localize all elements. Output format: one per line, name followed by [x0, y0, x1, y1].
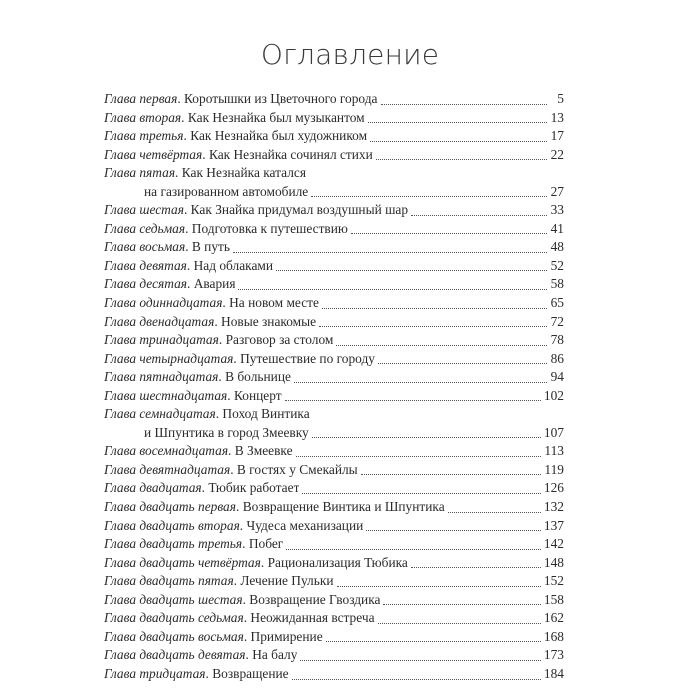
toc-entry-label	[104, 238, 230, 257]
chapter-title: Как Незнайка сочинял стихи	[208, 146, 373, 162]
chapter-title: В Змеевке	[234, 443, 293, 459]
toc-entry-label	[104, 368, 291, 387]
separator: .	[185, 220, 192, 236]
chapter-title: Как Незнайка был художником	[190, 128, 368, 144]
toc-entry-label	[104, 331, 333, 350]
toc-entry-label	[104, 387, 282, 406]
dot-leader	[286, 548, 541, 550]
page-number: 5	[557, 91, 564, 106]
toc-entry[interactable]	[104, 665, 564, 684]
dot-leader	[302, 492, 540, 494]
page-number: 86	[550, 350, 564, 366]
chapter-number: Глава первая	[104, 91, 178, 106]
separator: .	[215, 406, 223, 422]
dot-leader	[370, 140, 547, 142]
separator: .	[183, 202, 191, 218]
chapter-title: Как Знайка придумал воздушный шар	[190, 202, 409, 218]
chapter-title: Как Незнайка катался	[181, 165, 306, 181]
chapter-number: Глава четвёртая	[104, 146, 203, 162]
separator: .	[243, 610, 251, 626]
chapter-number: Глава двадцать девятая	[104, 647, 246, 663]
dot-leader	[448, 511, 541, 513]
toc-entry[interactable]	[104, 628, 564, 647]
separator: .	[205, 665, 213, 681]
chapter-number: Глава двадцать третья	[104, 536, 243, 552]
chapter-title: В гостях у Смекайлы	[236, 461, 358, 477]
toc-entry[interactable]	[104, 554, 564, 573]
chapter-number: Глава восьмая	[104, 239, 186, 255]
chapter-number: Глава двадцать вторая	[104, 517, 240, 533]
chapter-title: Поход Винтика	[222, 406, 310, 422]
toc-entry[interactable]	[104, 201, 564, 220]
toc-entry-label	[104, 479, 299, 498]
toc-entry-label	[104, 275, 235, 294]
page-number: 126	[543, 480, 564, 496]
page-number: 158	[543, 591, 564, 607]
toc-entry-label	[104, 146, 373, 165]
page-number: 52	[550, 257, 564, 273]
separator: .	[227, 387, 234, 403]
toc-entry[interactable]	[104, 313, 564, 332]
chapter-number: Глава семнадцатая	[104, 406, 216, 422]
dot-leader	[381, 103, 548, 105]
toc-entry[interactable]	[104, 609, 564, 628]
toc-entry-label	[104, 517, 363, 536]
separator: .	[230, 461, 237, 477]
toc-entry[interactable]	[104, 90, 564, 109]
dot-leader	[233, 251, 547, 253]
page-number: 17	[550, 128, 564, 144]
toc-entry[interactable]	[104, 461, 564, 480]
dot-leader	[378, 362, 547, 364]
chapter-title: Путешествие по городу	[240, 350, 375, 366]
page-number: 33	[550, 202, 564, 218]
toc-entry-label	[104, 164, 306, 183]
page-number: 94	[550, 369, 564, 385]
separator: .	[181, 109, 188, 125]
chapter-number: Глава девятая	[104, 257, 187, 273]
chapter-number: Глава двадцать четвёртая	[104, 554, 261, 570]
dot-leader	[337, 585, 541, 587]
separator: .	[218, 332, 226, 348]
toc-entry[interactable]	[104, 164, 564, 183]
page-number: 72	[550, 313, 564, 329]
page-number: 119	[544, 461, 564, 477]
separator: .	[185, 239, 192, 255]
toc-entry[interactable]	[104, 331, 564, 350]
toc-entry-continuation[interactable]	[104, 183, 564, 202]
toc-entry[interactable]	[104, 479, 564, 498]
toc-entry[interactable]	[104, 572, 564, 591]
chapter-number: Глава вторая	[104, 109, 182, 125]
chapter-number: Глава двадцатая	[104, 480, 202, 496]
page-number: 142	[543, 536, 564, 552]
toc-entry-label	[104, 127, 367, 146]
page-number: 168	[543, 628, 564, 644]
toc-entry-label	[104, 257, 273, 276]
toc-entry[interactable]	[104, 146, 564, 165]
page-number: 102	[543, 387, 564, 403]
toc-list	[104, 90, 564, 684]
toc-entry-label	[104, 591, 380, 610]
dot-leader	[366, 529, 541, 531]
separator: .	[175, 165, 182, 181]
chapter-number: Глава третья	[104, 128, 184, 144]
chapter-title: На новом месте	[229, 295, 319, 311]
chapter-title: Как Незнайка был музыкантом	[187, 109, 365, 125]
dot-leader	[276, 269, 547, 271]
chapter-title: Авария	[193, 276, 236, 292]
toc-entry[interactable]	[104, 257, 564, 276]
separator: .	[214, 313, 222, 329]
toc-entry-label	[104, 442, 293, 461]
dot-leader	[326, 640, 541, 642]
page-number: 162	[543, 610, 564, 626]
dot-leader	[361, 473, 542, 475]
toc-entry-label	[104, 350, 375, 369]
toc-entry[interactable]	[104, 591, 564, 610]
separator: .	[183, 128, 191, 144]
dot-leader	[294, 381, 547, 383]
toc-entry-label	[104, 535, 283, 554]
chapter-title: Концерт	[233, 387, 282, 403]
chapter-number: Глава тридцатая	[104, 665, 206, 681]
toc-entry[interactable]	[104, 405, 564, 424]
toc-entry-label	[104, 90, 378, 109]
chapter-number: Глава девятнадцатая	[104, 461, 231, 477]
chapter-number: Глава пятая	[104, 165, 176, 181]
chapter-number: Глава двадцать седьмая	[104, 610, 244, 626]
separator: .	[235, 499, 243, 515]
dot-leader	[336, 344, 547, 346]
toc-entry-label	[104, 609, 375, 628]
separator: .	[242, 591, 250, 607]
dot-leader	[411, 566, 541, 568]
chapter-title: Коротышки из Цветочного города	[184, 91, 378, 106]
toc-entry[interactable]	[104, 646, 564, 665]
separator: .	[245, 647, 253, 663]
dot-leader	[312, 436, 541, 438]
page-number: 107	[543, 424, 564, 440]
dot-leader	[300, 659, 540, 661]
page-number: 173	[543, 647, 564, 663]
page-number: 148	[543, 554, 564, 570]
separator: .	[218, 369, 226, 385]
chapter-number: Глава восемнадцатая	[104, 443, 229, 459]
chapter-title: Возвращение	[212, 665, 289, 681]
dot-leader	[411, 214, 547, 216]
page-number: 48	[550, 239, 564, 255]
separator: .	[201, 480, 209, 496]
dot-leader	[351, 232, 547, 234]
toc-entry-label	[104, 461, 358, 480]
toc-entry-label	[104, 220, 348, 239]
toc-entry-label	[104, 294, 319, 313]
chapter-title: Разговор за столом	[225, 332, 334, 348]
toc-entry-label	[104, 498, 445, 517]
chapter-title: В больнице	[225, 369, 291, 385]
toc-entry[interactable]	[104, 127, 564, 146]
dot-leader	[322, 307, 547, 309]
separator: .	[222, 295, 230, 311]
toc-entry-label	[104, 665, 289, 684]
chapter-number: Глава десятая	[104, 276, 187, 292]
toc-entry[interactable]	[104, 238, 564, 257]
separator: .	[239, 517, 247, 533]
page-number: 132	[543, 499, 564, 515]
page-number: 65	[550, 295, 564, 311]
toc-entry[interactable]	[104, 498, 564, 517]
chapter-number: Глава двадцать первая	[104, 499, 236, 515]
page-number: 137	[543, 517, 564, 533]
chapter-title: Над облаками	[193, 257, 274, 273]
toc-entry[interactable]	[104, 517, 564, 536]
dot-leader	[376, 158, 547, 160]
dot-leader	[383, 603, 540, 605]
chapter-number: Глава тринадцатая	[104, 332, 219, 348]
page-title: Оглавление	[260, 38, 440, 71]
chapter-title: Примирение	[250, 628, 323, 644]
chapter-number: Глава двенадцатая	[104, 313, 215, 329]
chapter-title: В путь	[191, 239, 231, 255]
toc-entry-continuation[interactable]	[104, 424, 564, 443]
chapter-title: Рационализация Тюбика	[267, 554, 408, 570]
separator: .	[202, 146, 209, 162]
toc-entry-label	[104, 313, 316, 332]
toc-entry-label	[104, 628, 323, 647]
chapter-number: Глава пятнадцатая	[104, 369, 219, 385]
chapter-number: Глава двадцать пятая	[104, 573, 234, 589]
toc-entry[interactable]	[104, 275, 564, 294]
chapter-title-continuation: и Шпунтика в город Змеевку	[144, 424, 309, 440]
page-number: 22	[550, 146, 564, 162]
page-number: 184	[543, 665, 564, 681]
page-number: 13	[550, 109, 564, 125]
page-number: 152	[543, 573, 564, 589]
chapter-number: Глава четырнадцатая	[104, 350, 234, 366]
separator: .	[260, 554, 268, 570]
separator: .	[233, 350, 241, 366]
dot-leader	[296, 455, 542, 457]
chapter-number: Глава шестнадцатая	[104, 387, 228, 403]
page-number: 78	[550, 332, 564, 348]
separator: .	[186, 257, 194, 273]
dot-leader	[368, 121, 547, 123]
toc-entry[interactable]	[104, 109, 564, 128]
separator: .	[177, 91, 185, 106]
dot-leader	[238, 288, 547, 290]
toc-entry-label	[104, 646, 297, 665]
chapter-title: Неожиданная встреча	[250, 610, 375, 626]
chapter-title: Возвращение Винтика и Шпунтика	[242, 499, 445, 515]
chapter-title: Побег	[248, 536, 284, 552]
chapter-number: Глава одиннадцатая	[104, 295, 223, 311]
dot-leader	[378, 622, 541, 624]
toc-entry-label	[104, 572, 334, 591]
toc-entry[interactable]	[104, 387, 564, 406]
page-number: 58	[550, 276, 564, 292]
chapter-number: Глава шестая	[104, 202, 184, 218]
toc-entry[interactable]	[104, 350, 564, 369]
chapter-title: Тюбик работает	[208, 480, 300, 496]
dot-leader	[311, 195, 547, 197]
toc-entry[interactable]	[104, 220, 564, 239]
chapter-title: Лечение Пульки	[240, 573, 334, 589]
toc-entry-label	[104, 109, 365, 128]
chapter-number: Глава двадцать восьмая	[104, 628, 244, 644]
chapter-number: Глава двадцать шестая	[104, 591, 243, 607]
toc-entry[interactable]	[104, 294, 564, 313]
chapter-title: Подготовка к путешествию	[191, 220, 348, 236]
separator: .	[233, 573, 241, 589]
toc-entry[interactable]	[104, 442, 564, 461]
toc-entry-label	[104, 554, 408, 573]
separator: .	[228, 443, 235, 459]
separator: .	[243, 628, 251, 644]
toc-entry-label	[104, 405, 310, 424]
chapter-title: Возвращение Гвоздика	[249, 591, 381, 607]
toc-entry[interactable]	[104, 535, 564, 554]
chapter-title: Чудеса механизации	[246, 517, 364, 533]
dot-leader	[319, 325, 547, 327]
dot-leader	[292, 678, 541, 680]
separator: .	[187, 276, 194, 292]
toc-entry[interactable]	[104, 368, 564, 387]
toc-entry-label	[104, 201, 408, 220]
chapter-title-continuation: на газированном автомобиле	[144, 183, 309, 199]
page-number: 27	[550, 183, 564, 199]
page-number: 41	[550, 220, 564, 236]
chapter-number: Глава седьмая	[104, 220, 186, 236]
chapter-title: Новые знакомые	[221, 313, 317, 329]
chapter-title: На балу	[252, 647, 298, 663]
dot-leader	[285, 399, 541, 401]
separator: .	[242, 536, 249, 552]
page-number: 113	[544, 443, 564, 459]
